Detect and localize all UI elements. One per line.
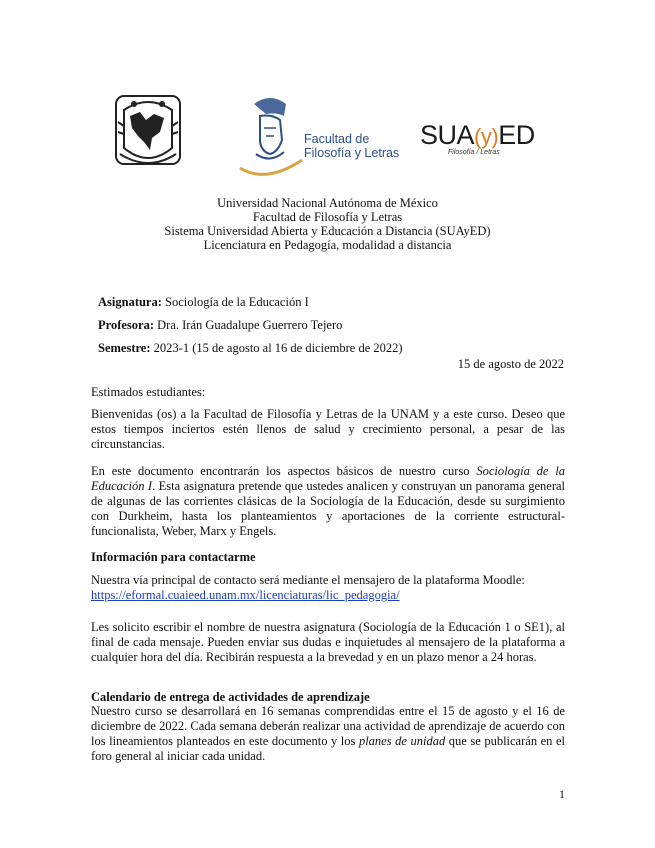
welcome-paragraph: Bienvenidas (os) a la Facultad de Filosofía y Letras de la UNAM y a este curso. Deseo que estos tiempos inciertos estén llenos de salud y crecimiento personal, a pesar de las circunstancias.: [91, 407, 565, 451]
teacher-label: Profesora:: [98, 318, 154, 332]
athena-helmet-icon: [236, 94, 306, 178]
logo-bar: [0, 92, 655, 182]
suayed-b: ED: [498, 120, 535, 150]
contact-text: Nuestra vía principal de contacto será mediante el mensajero de la plataforma Moodle:: [91, 573, 525, 587]
course-name: Sociología de la Educación I: [91, 464, 565, 493]
calendar-heading: Calendario de entrega de actividades de aprendizaje: [91, 690, 370, 704]
semester-row: [98, 337, 403, 360]
suayed-a: SUA: [420, 120, 475, 150]
course-intro-paragraph: [91, 464, 565, 539]
header-line-4: Licenciatura en Pedagogía, modalidad a distancia: [203, 238, 452, 252]
subject-row: [98, 291, 403, 314]
course-intro-b: . Esta asignatura pretende que ustedes analicen y construyan un panorama general de algunas de las corrientes clásicas de la Sociología de la Educación, desde su surgimiento con Durkheim, hasta los planteamientos y aportaciones de la corriente estructural-funcionalista, Weber, Marx y Engels.: [91, 479, 566, 538]
messaging-instructions-paragraph: Les solicito escribir el nombre de nuestra asignatura (Sociología de la Educación 1 o SE1), al final de cada mensaje. Pueden enviar sus dudas e inquietudes al mensajero de la plataforma a cualquier hora del día. Recibirán respuesta a la brevedad y en un plazo menor a 24 horas.: [91, 620, 565, 664]
subject-label: Asignatura:: [98, 295, 162, 309]
suayed-y: (y): [474, 124, 499, 149]
suayed-logo-subtitle: Filosofía / Letras: [448, 149, 500, 156]
contact-heading: Información para contactarme: [91, 550, 256, 564]
teacher-value: Dra. Irán Guadalupe Guerrero Tejero: [154, 318, 343, 332]
course-intro-a: En este documento encontrarán los aspectos básicos de nuestro curso: [91, 464, 477, 478]
header-line-3: Sistema Universidad Abierta y Educación a Distancia (SUAyED): [164, 224, 491, 238]
teacher-row: [98, 314, 403, 337]
calendar-text-a: Nuestro curso se desarrollará en 16 semanas comprendidas entre el 15 de agosto y el 16 de diciembre de 2022. Cada semana deberán realizar una actividad de aprendizaje de acuerdo con los lineamientos planteados en este documento y los: [91, 704, 565, 748]
ffyl-logo-line2: Filosofía y Letras: [304, 146, 400, 160]
header-line-2: Facultad de Filosofía y Letras: [252, 210, 403, 224]
semester-value: 2023-1 (15 de agosto al 16 de diciembre de 2022): [150, 341, 403, 355]
page-number: 1: [559, 787, 565, 801]
contact-paragraph: [91, 573, 565, 603]
suayed-logo: [420, 120, 560, 160]
greeting: Estimados estudiantes:: [91, 385, 206, 399]
ffyl-logo: [236, 94, 406, 178]
header-line-1: Universidad Nacional Autónoma de México: [217, 196, 438, 210]
calendar-paragraph: [91, 704, 565, 764]
moodle-link[interactable]: https://eformal.cuaieed.unam.mx/licenciaturas/lic_pedagogia/: [91, 588, 400, 602]
semester-label: Semestre:: [98, 341, 151, 355]
suayed-logo-wordmark: [420, 120, 535, 152]
ffyl-logo-line1: Facultad de: [304, 132, 370, 146]
institution-header: [0, 196, 655, 252]
subject-value: Sociología de la Educación I: [161, 295, 309, 309]
unit-plans-italic: planes de unidad: [358, 734, 446, 748]
course-metadata: [98, 291, 403, 360]
unam-seal-logo: [110, 92, 186, 172]
letter-date: 15 de agosto de 2022: [457, 357, 564, 371]
calendar-text-b: que se publicarán en el foro general al iniciar cada unidad.: [91, 734, 565, 763]
